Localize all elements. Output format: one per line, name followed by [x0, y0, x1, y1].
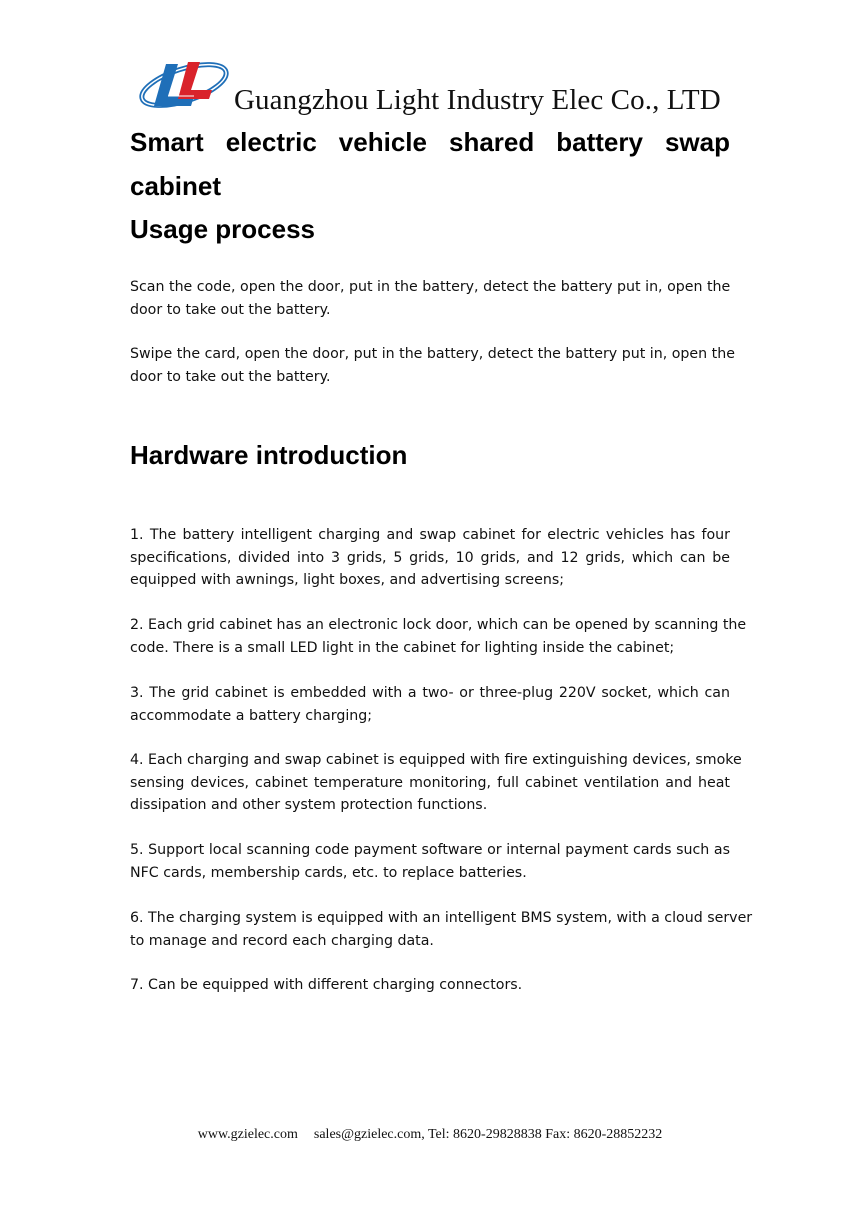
text-line: 7. Can be equipped with different charging connectors. [130, 977, 523, 993]
hardware-item-5 [130, 839, 730, 884]
footer-contact: sales@gzielec.com, Tel: 8620-29828838 Fax: 8620-28852232 [313, 1127, 663, 1142]
text-line: door to take out the battery. [130, 368, 331, 385]
title-line: Smart electric vehicle shared battery swap [130, 127, 730, 157]
text-line: 3. The grid cabinet is embedded with a two- or three-plug 220V socket, which can [130, 685, 730, 701]
text-line: specifications, divided into 3 grids, 5 grids, 10 grids, and 12 grids, which can be [130, 549, 730, 566]
usage-paragraph-2 [130, 343, 735, 388]
hardware-item-1 [130, 524, 730, 592]
hardware-item-2 [130, 614, 747, 659]
text-line: accommodate a battery charging; [130, 707, 373, 724]
text-line: 5. Support local scanning code payment software or internal payment cards such as [130, 842, 730, 858]
text-line: door to take out the battery. [130, 301, 331, 318]
usage-paragraph-1 [130, 276, 730, 321]
company-logo-icon [138, 56, 230, 114]
text-line: dissipation and other system protection functions. [130, 797, 488, 813]
text-line: code. There is a small LED light in the cabinet for lighting inside the cabinet; [130, 639, 675, 656]
text-line: 2. Each grid cabinet has an electronic lock door, which can be opened by scanning the [130, 617, 747, 633]
text-line: Scan the code, open the door, put in the battery, detect the battery put in, open the [130, 279, 731, 295]
text-line: to manage and record each charging data. [130, 932, 434, 949]
text-line: equipped with awnings, light boxes, and advertising screens; [130, 572, 565, 588]
hardware-item-3 [130, 682, 730, 727]
text-line: Swipe the card, open the door, put in the battery, detect the battery put in, open the [130, 346, 735, 362]
company-name: Guangzhou Light Industry Elec Co., LTD [234, 84, 721, 116]
hardware-heading: Hardware introduction [130, 440, 408, 470]
usage-heading: Usage process [130, 214, 315, 244]
text-line: 1. The battery intelligent charging and swap cabinet for electric vehicles has four [130, 527, 730, 543]
footer-website: www.gzielec.com [197, 1127, 298, 1142]
hardware-item-4 [130, 749, 742, 817]
hardware-item-6 [130, 907, 753, 952]
text-line: 4. Each charging and swap cabinet is equipped with fire extinguishing devices, smoke [130, 752, 742, 768]
text-line: 6. The charging system is equipped with an intelligent BMS system, with a cloud server [130, 910, 753, 926]
text-line: sensing devices, cabinet temperature monitoring, full cabinet ventilation and heat [130, 774, 730, 791]
page-footer [0, 1127, 860, 1143]
hardware-item-7 [130, 974, 730, 997]
title-line: cabinet [130, 171, 222, 201]
text-line: NFC cards, membership cards, etc. to replace batteries. [130, 864, 527, 881]
page-title [130, 120, 730, 208]
